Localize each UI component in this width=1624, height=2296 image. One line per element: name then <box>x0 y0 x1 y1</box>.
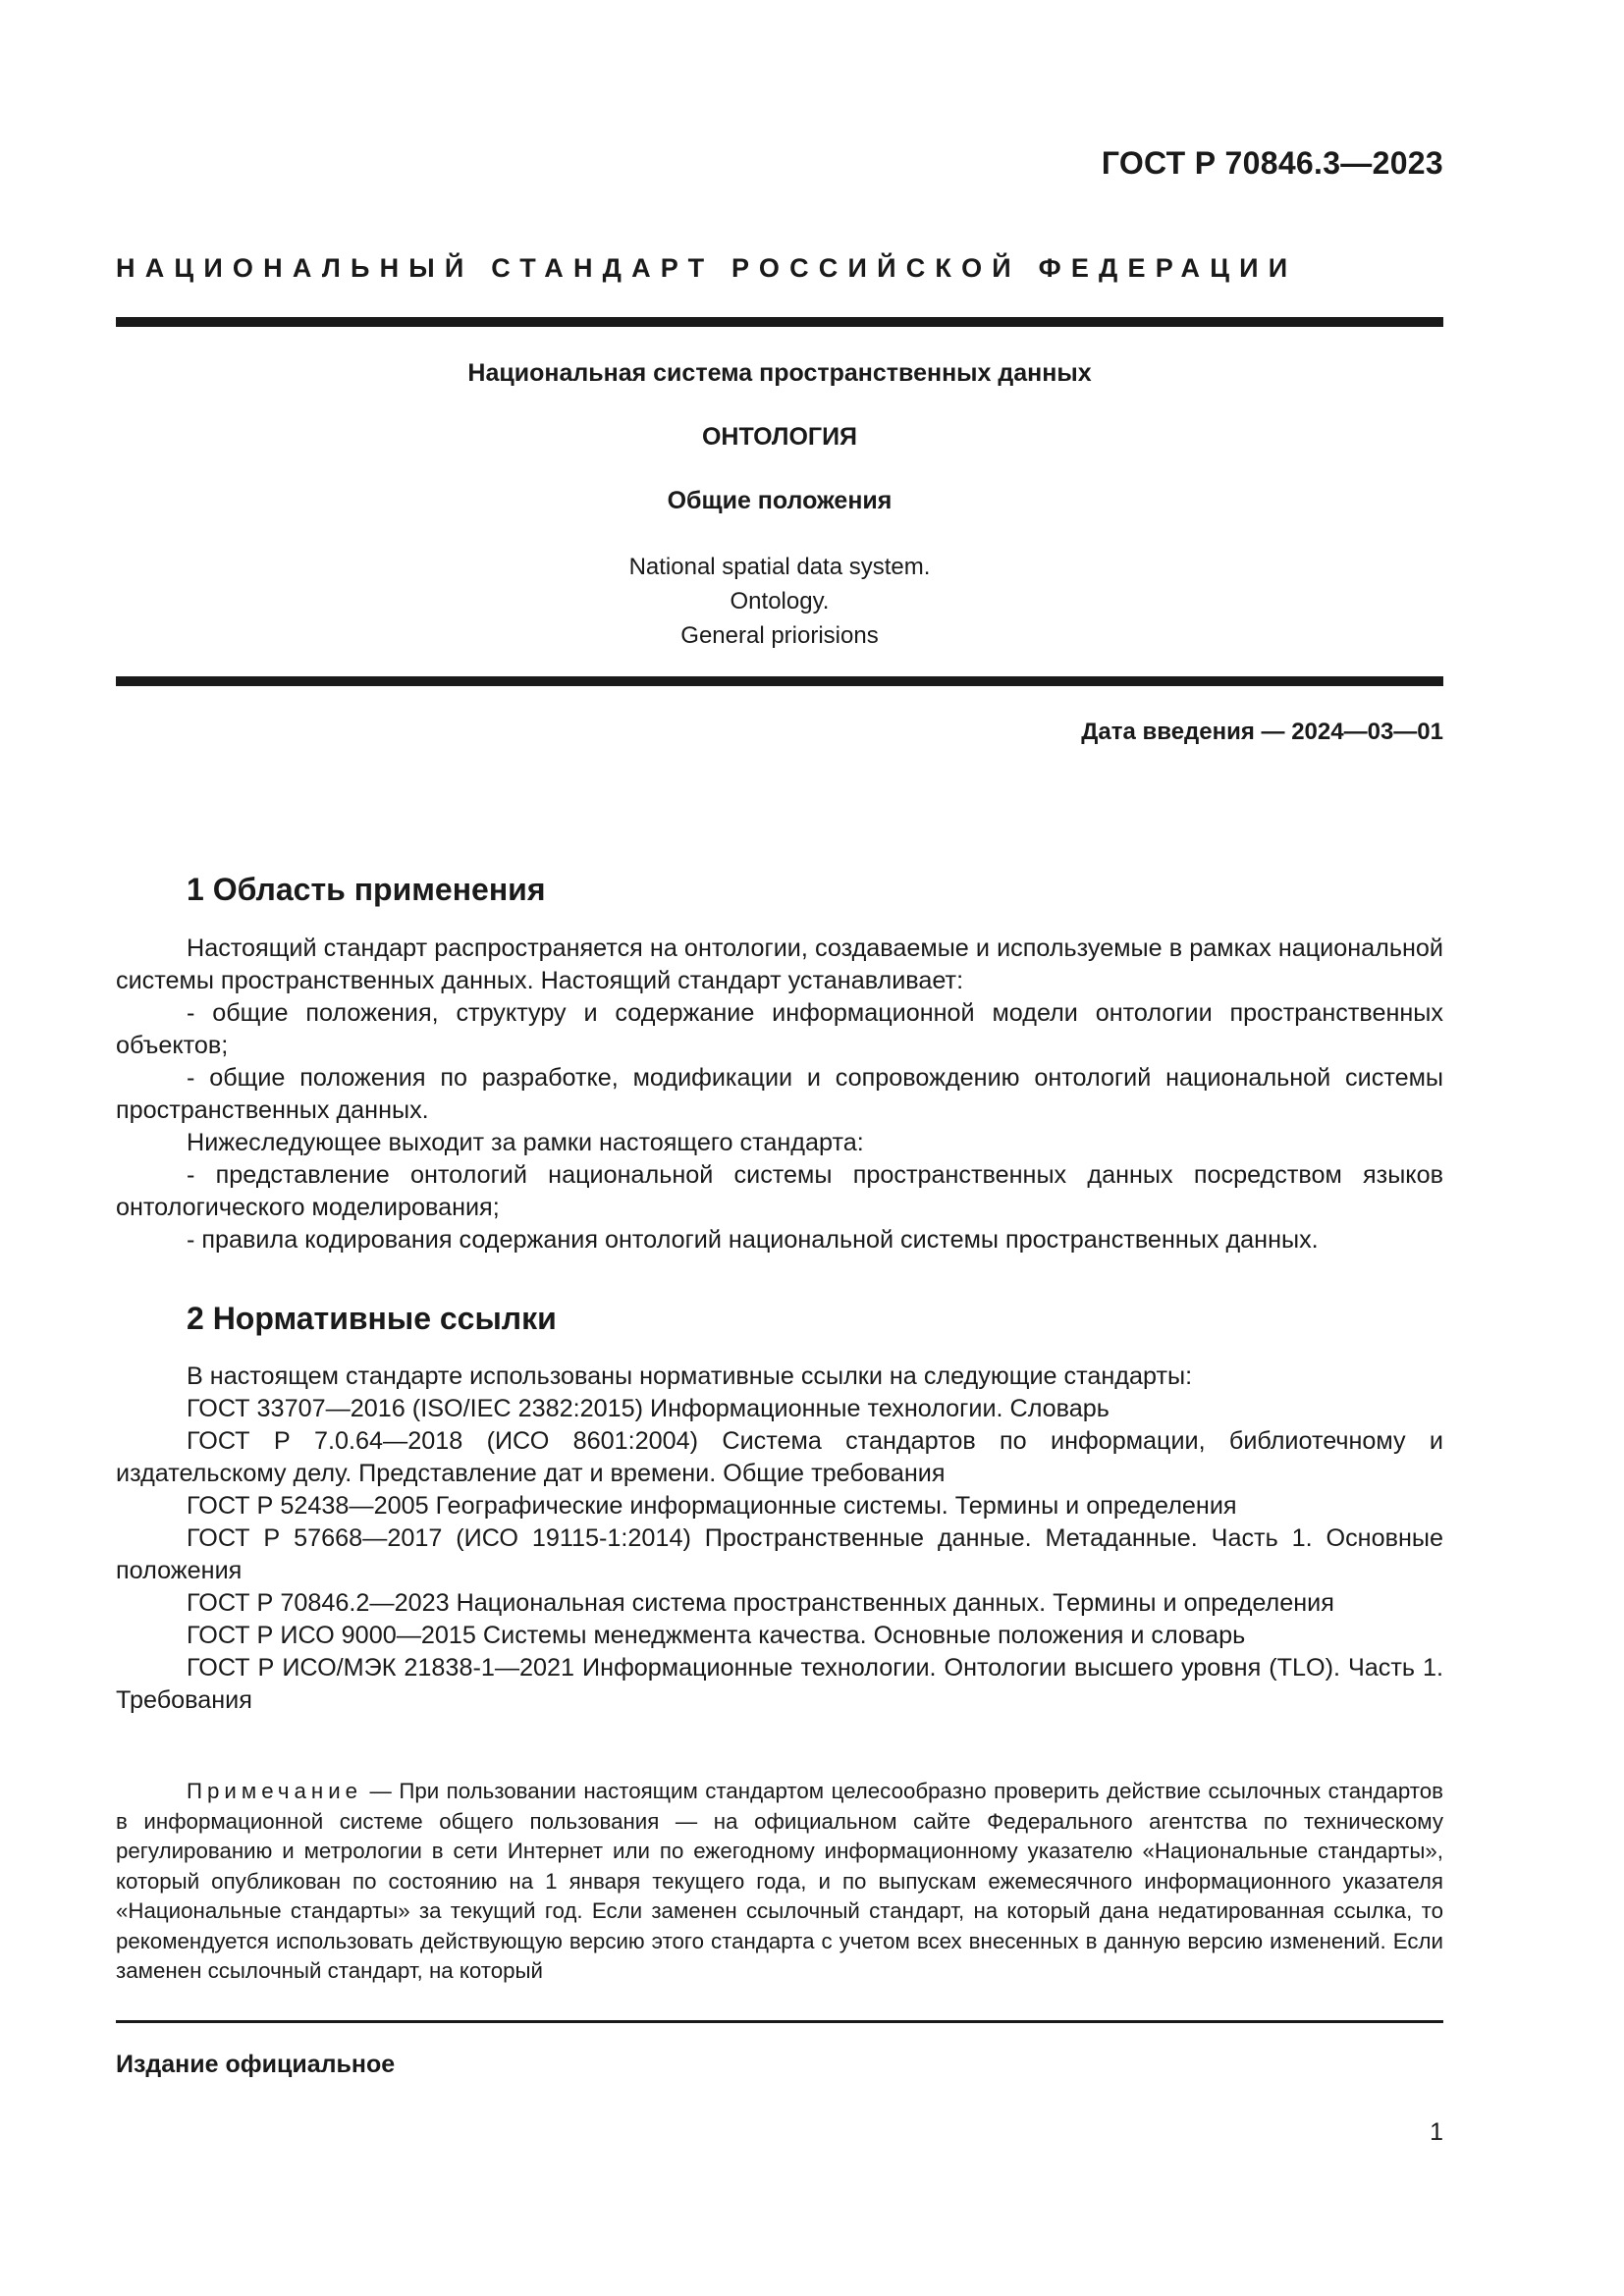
document-number: ГОСТ Р 70846.3—2023 <box>1101 145 1443 181</box>
section-2-heading: 2 Нормативные ссылки <box>187 1301 557 1336</box>
note-text: — При пользовании настоящим стандартом целесообразно проверить действие ссылочных стандартов в информационной системе общего пользования — на официальном сайте Федерального агентства по техническому регулированию и метрологии в сети Интернет или по ежегодному информационному указателю «Национальные стандарты», который опубликован по состоянию на 1 января текущего года, и по выпускам ежемесячного информационного указателя «Национальные стандарты» за текущий год. Если заменен ссылочный стандарт, на который дана недатированная ссылка, то рекомендуется использовать действующую версию этого стандарта с учетом всех внесенных в данную версию изменений. Если заменен ссылочный стандарт, на который <box>116 1779 1443 1983</box>
paragraph: Нижеследующее выходит за рамки настоящего стандарта: <box>187 1129 864 1156</box>
note-label: Примечание <box>187 1779 363 1803</box>
reference-item: ГОСТ Р 57668—2017 (ИСО 19115-1:2014) Пространственные данные. Метаданные. Часть 1. Основные положения <box>116 1524 1443 1584</box>
sub-title: Общие положения <box>667 487 893 514</box>
reference-item: ГОСТ 33707—2016 (ISO/IEC 2382:2015) Информационные технологии. Словарь <box>187 1395 1110 1422</box>
paragraph: Настоящий стандарт распространяется на онтологии, создаваемые и используемые в рамках национальной системы пространственных данных. Настоящий стандарт устанавливает: <box>116 934 1443 994</box>
paragraph: В настоящем стандарте использованы нормативные ссылки на следующие стандарты: <box>187 1362 1193 1390</box>
section-1-heading: 1 Область применения <box>187 872 546 907</box>
reference-item: ГОСТ Р 7.0.64—2018 (ИСО 8601:2004) Система стандартов по информации, библиотечному и издательскому делу. Представление дат и времени. Общие требования <box>116 1427 1443 1487</box>
english-title-line: National spatial data system. <box>628 554 931 580</box>
top-divider <box>116 317 1443 327</box>
english-title-line: General priorisions <box>680 622 879 649</box>
national-standard-banner: НАЦИОНАЛЬНЫЙ СТАНДАРТ РОССИЙСКОЙ ФЕДЕРАЦИИ <box>116 253 1298 283</box>
reference-item: ГОСТ Р ИСО/МЭК 21838-1—2021 Информационные технологии. Онтологии высшего уровня (TLO). Часть 1. Требования <box>116 1654 1443 1714</box>
note <box>116 1777 1443 1987</box>
title-divider <box>116 676 1443 686</box>
list-item: - правила кодирования содержания онтологий национальной системы пространственных данных. <box>187 1226 1319 1254</box>
english-title <box>116 550 1443 653</box>
introduction-date: Дата введения — 2024—03—01 <box>1081 719 1443 745</box>
edition-label: Издание официальное <box>116 2051 396 2078</box>
page-number: 1 <box>1430 2118 1443 2146</box>
list-item: - представление онтологий национальной системы пространственных данных посредством языков онтологического моделирования; <box>116 1161 1443 1221</box>
reference-item: ГОСТ Р 70846.2—2023 Национальная система пространственных данных. Термины и определения <box>187 1589 1334 1617</box>
system-title: Национальная система пространственных данных <box>467 359 1092 387</box>
reference-item: ГОСТ Р ИСО 9000—2015 Системы менеджмента качества. Основные положения и словарь <box>187 1622 1246 1649</box>
section-1-body <box>116 933 1443 1256</box>
list-item: - общие положения, структуру и содержание информационной модели онтологии пространственных объектов; <box>116 999 1443 1059</box>
section-2-body <box>116 1361 1443 1717</box>
english-title-line: Ontology. <box>730 588 830 614</box>
reference-item: ГОСТ Р 52438—2005 Географические информационные системы. Термины и определения <box>187 1492 1237 1520</box>
list-item: - общие положения по разработке, модификации и сопровождению онтологий национальной системы пространственных данных. <box>116 1064 1443 1124</box>
footer-divider <box>116 2020 1443 2023</box>
main-title: ОНТОЛОГИЯ <box>701 423 858 451</box>
